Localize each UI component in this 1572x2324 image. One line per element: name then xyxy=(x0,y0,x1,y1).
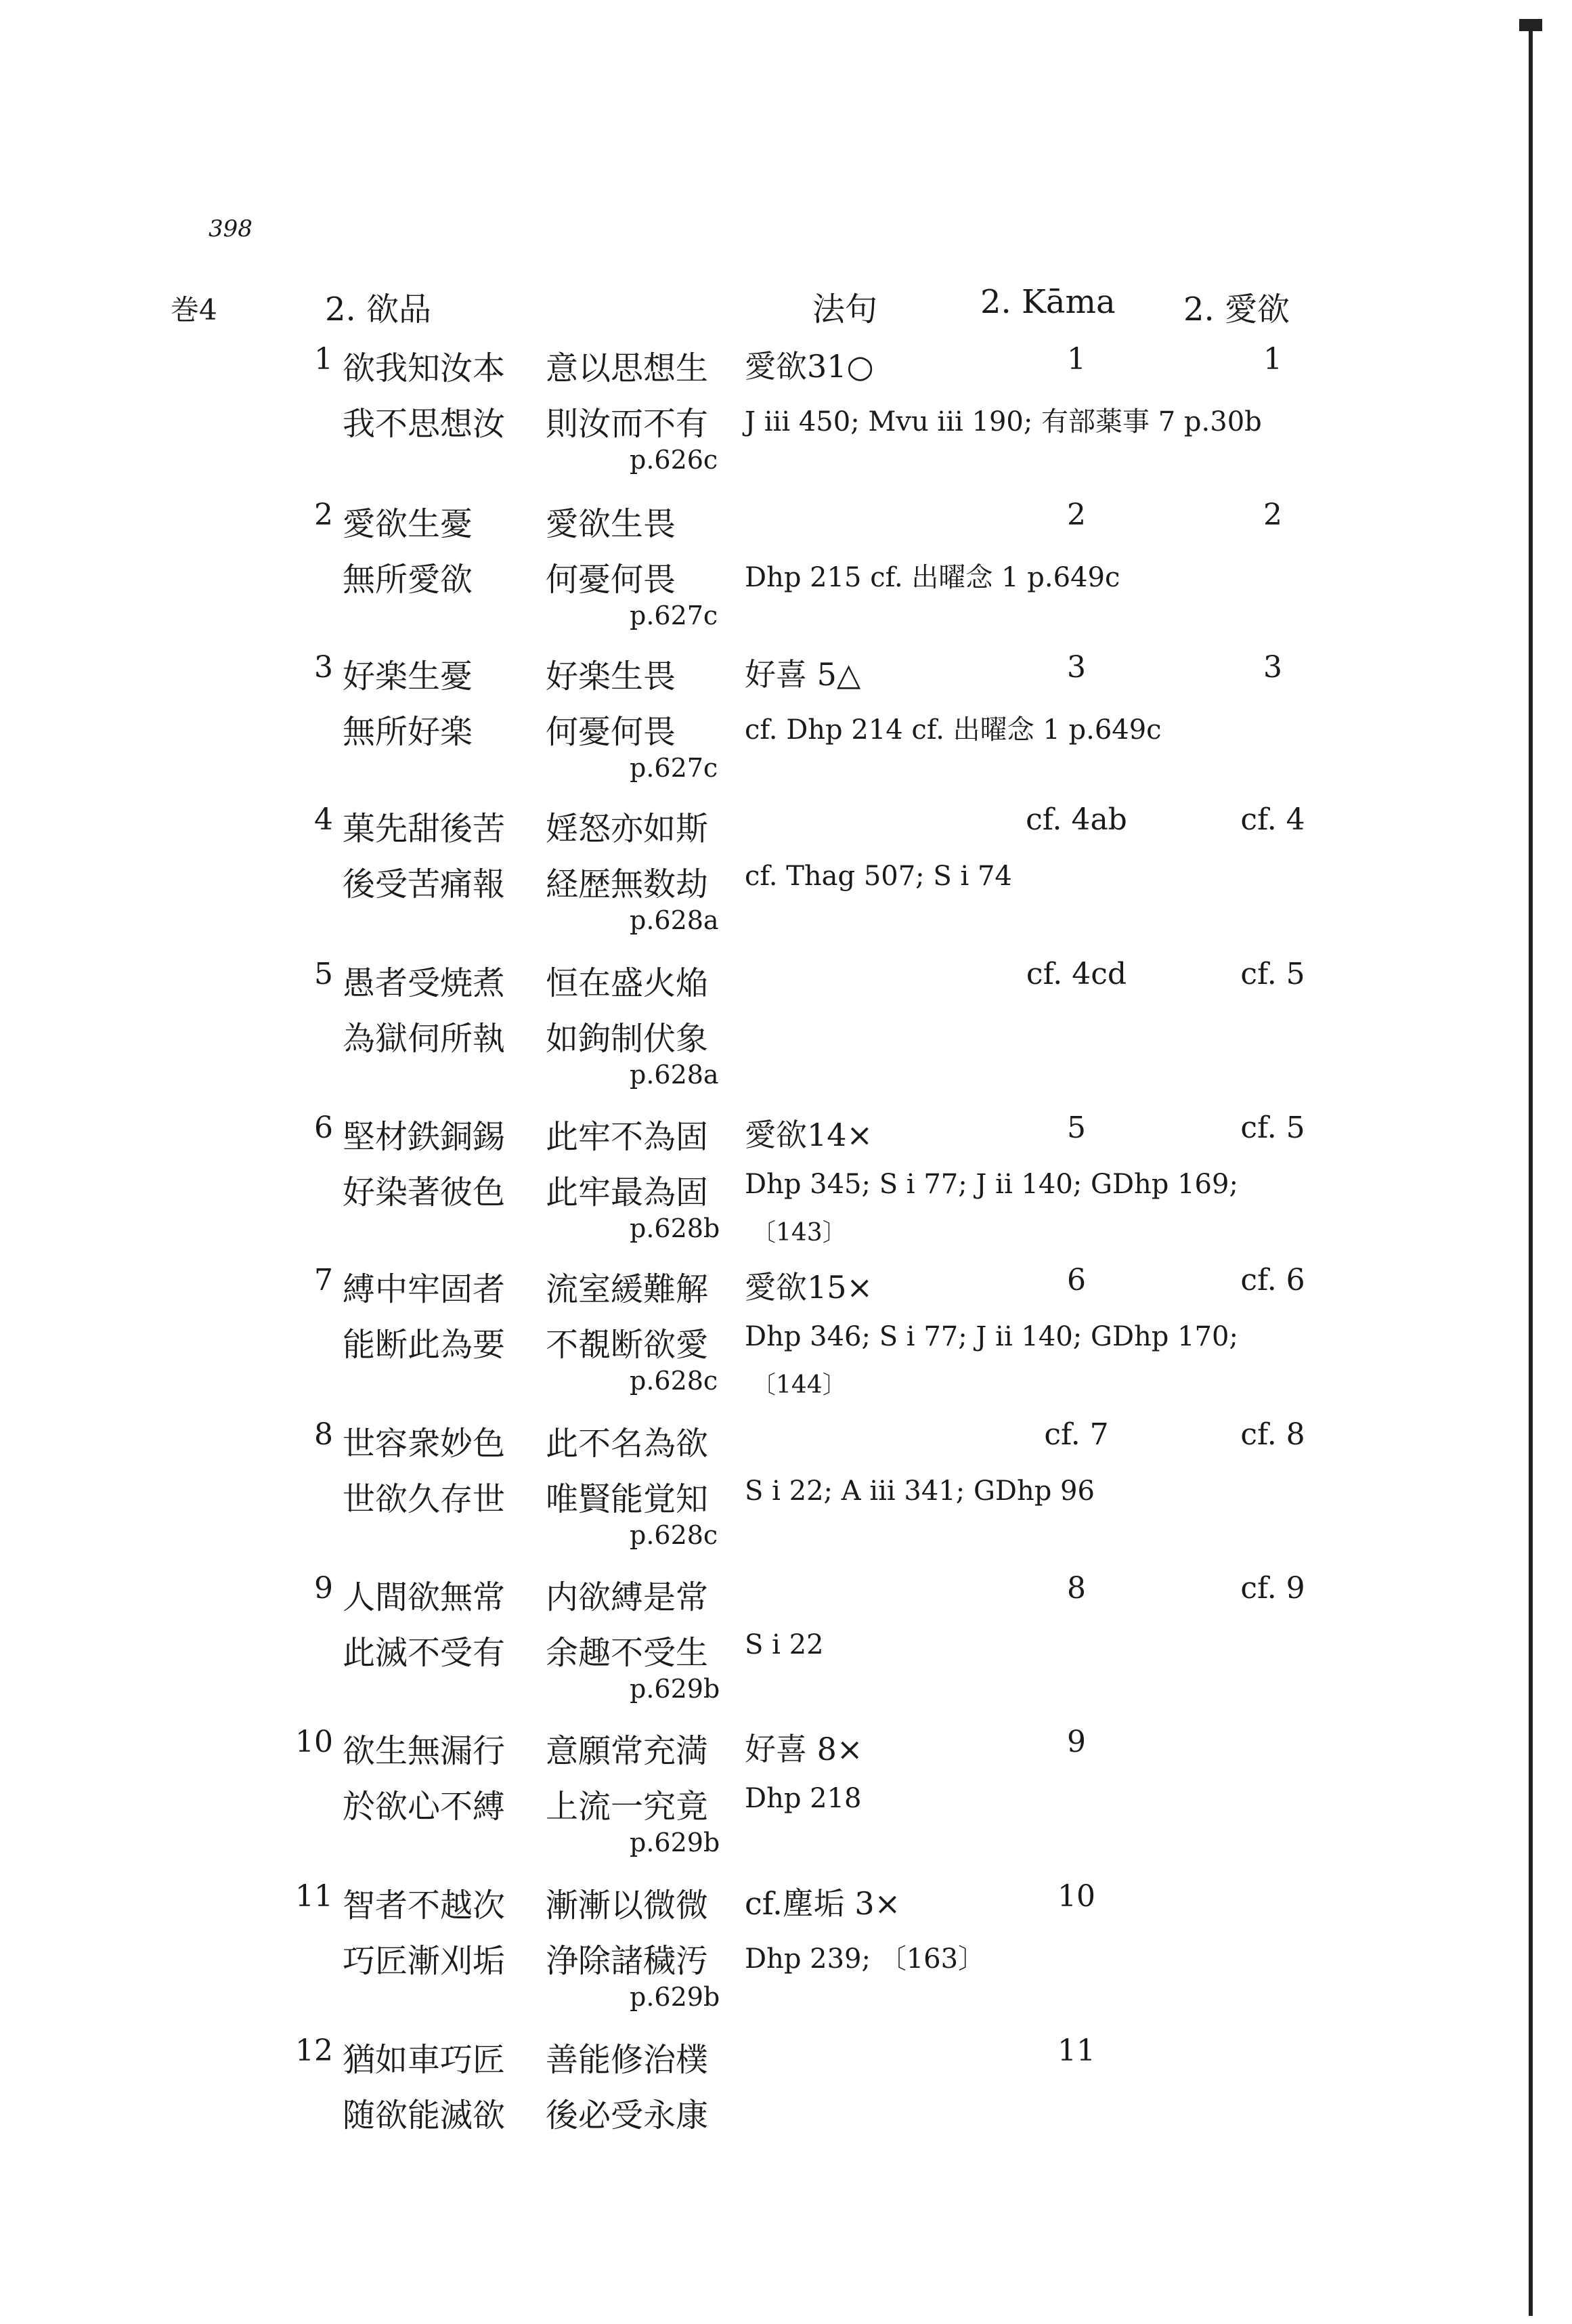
cross-references: S i 22; A iii 341; GDhp 96 xyxy=(745,1476,1095,1507)
verse-number: 3 xyxy=(314,650,333,685)
verse-line-a1: 智者不越次 xyxy=(343,1887,506,1924)
page-number: 398 xyxy=(209,215,253,242)
verse-line-b2: 何憂何畏 xyxy=(546,713,676,751)
taisho-page-ref: p.628b xyxy=(630,1213,720,1243)
kama-number: 11 xyxy=(1057,2034,1095,2068)
verse-number: 4 xyxy=(314,802,333,837)
verse-line-a1: 世容衆妙色 xyxy=(343,1425,506,1463)
taisho-page-ref: p.626c xyxy=(630,445,718,475)
verse-line-b1: 婬怒亦如斯 xyxy=(546,810,709,848)
cross-references: cf. Dhp 214 cf. 出曜念 1 p.649c xyxy=(745,714,1162,746)
taisho-page-ref: p.628c xyxy=(630,1366,718,1396)
kama-number: 10 xyxy=(1057,1879,1095,1914)
verse-line-a1: 猶如車巧匠 xyxy=(343,2041,506,2079)
parallel-ref: 好喜 8× xyxy=(745,1731,863,1767)
verse-number: 7 xyxy=(314,1263,333,1297)
taisho-page-ref: p.628a xyxy=(630,905,719,935)
verse-row xyxy=(0,957,1572,1111)
aiyoku-number: cf. 4 xyxy=(1240,802,1305,837)
verse-line-a1: 愛欲生憂 xyxy=(343,505,473,543)
verse-line-a2: 於欲心不縛 xyxy=(343,1788,506,1826)
cross-references: Dhp 215 cf. 出曜念 1 p.649c xyxy=(745,562,1120,593)
aiyoku-number: cf. 5 xyxy=(1240,957,1305,991)
cross-references: Dhp 346; S i 77; J ii 140; GDhp 170; xyxy=(745,1321,1238,1352)
verse-row xyxy=(0,650,1572,804)
kama-number: 8 xyxy=(1067,1571,1086,1606)
verse-row xyxy=(0,498,1572,652)
verse-line-b2: 経歴無数劫 xyxy=(546,865,709,903)
verse-row xyxy=(0,342,1572,496)
cross-references: Dhp 218 xyxy=(745,1783,862,1814)
verse-line-b1: 内欲縛是常 xyxy=(546,1578,709,1616)
verse-line-b2: 唯賢能覚知 xyxy=(546,1480,709,1518)
bracket-note: 〔144〕 xyxy=(751,1371,847,1399)
verse-line-b1: 此不名為欲 xyxy=(546,1425,709,1463)
taisho-page-ref: p.628a xyxy=(630,1060,719,1090)
kama-number: cf. 4cd xyxy=(1026,957,1127,991)
verse-row xyxy=(0,802,1572,957)
volume-label: 巻4 xyxy=(171,293,217,326)
verse-line-b1: 恒在盛火焔 xyxy=(546,964,709,1002)
verse-line-a2: 此滅不受有 xyxy=(343,1634,506,1672)
chapter-heading: 2. 欲品 xyxy=(325,290,432,328)
verse-line-a1: 菓先甜後苦 xyxy=(343,810,506,848)
cross-references: Dhp 345; S i 77; J ii 140; GDhp 169; xyxy=(745,1169,1238,1200)
verse-line-a1: 人間欲無常 xyxy=(343,1578,506,1616)
verse-line-a2: 為獄伺所執 xyxy=(343,1020,506,1058)
verse-line-b1: 愛欲生畏 xyxy=(546,505,676,543)
verse-row xyxy=(0,1263,1572,1417)
taisho-page-ref: p.629b xyxy=(630,1828,720,1857)
verse-number: 6 xyxy=(314,1111,333,1145)
verse-line-b2: 何憂何畏 xyxy=(546,561,676,599)
parallel-ref: 好喜 5△ xyxy=(745,656,861,693)
parallel-ref: 愛欲14× xyxy=(745,1117,873,1153)
verse-line-b1: 流室緩難解 xyxy=(546,1270,709,1308)
taisho-page-ref: p.628c xyxy=(630,1520,718,1550)
verse-line-a2: 世欲久存世 xyxy=(343,1480,506,1518)
kama-number: 2 xyxy=(1067,498,1086,532)
verse-line-a2: 無所好楽 xyxy=(343,713,473,751)
verse-line-a2: 巧匠漸刈垢 xyxy=(343,1942,506,1980)
verse-row xyxy=(0,1725,1572,1879)
cross-references: Dhp 239; 〔163〕 xyxy=(745,1943,986,1975)
verse-line-b2: 浄除諸穢汚 xyxy=(546,1942,709,1980)
aiyoku-heading: 2. 愛欲 xyxy=(1183,290,1290,328)
verse-line-b1: 意以思想生 xyxy=(546,349,709,387)
verse-number: 1 xyxy=(314,342,333,376)
verse-line-b1: 漸漸以微微 xyxy=(546,1887,709,1924)
verse-line-b2: 不覩断欲愛 xyxy=(546,1326,709,1364)
verse-line-b2: 上流一究竟 xyxy=(546,1788,709,1826)
verse-line-b1: 此牢不為固 xyxy=(546,1118,709,1156)
verse-line-b1: 善能修治樸 xyxy=(546,2041,709,2079)
verse-line-b1: 好楽生畏 xyxy=(546,658,676,695)
verse-line-a1: 好楽生憂 xyxy=(343,658,473,695)
verse-line-a2: 能断此為要 xyxy=(343,1326,506,1364)
taisho-page-ref: p.627c xyxy=(630,753,718,783)
cross-references: J iii 450; Mvu iii 190; 有部薬事 7 p.30b xyxy=(745,406,1262,437)
fakku-heading: 法句 xyxy=(812,290,878,328)
verse-line-a1: 縛中牢固者 xyxy=(343,1270,506,1308)
verse-line-a2: 我不思想汝 xyxy=(343,405,506,443)
kama-number: cf. 4ab xyxy=(1026,802,1127,837)
verse-line-a2: 好染著彼色 xyxy=(343,1174,506,1211)
kama-number: cf. 7 xyxy=(1044,1417,1109,1452)
parallel-ref: cf.塵垢 3× xyxy=(745,1885,901,1922)
verse-row xyxy=(0,1879,1572,2034)
aiyoku-number: cf. 6 xyxy=(1240,1263,1305,1297)
aiyoku-number: cf. 5 xyxy=(1240,1111,1305,1145)
verse-line-b2: 此牢最為固 xyxy=(546,1174,709,1211)
verse-line-b2: 如鉤制伏象 xyxy=(546,1020,709,1058)
verse-number: 9 xyxy=(314,1571,333,1606)
verse-row xyxy=(0,1571,1572,1725)
verse-number: 2 xyxy=(314,498,333,532)
aiyoku-number: 3 xyxy=(1263,650,1282,685)
verse-line-a2: 無所愛欲 xyxy=(343,561,473,599)
taisho-page-ref: p.627c xyxy=(630,601,718,630)
verse-line-b2: 後必受永康 xyxy=(546,2096,709,2134)
parallel-ref: 愛欲31○ xyxy=(745,348,874,385)
aiyoku-number: cf. 9 xyxy=(1240,1571,1305,1606)
kama-number: 5 xyxy=(1067,1111,1086,1145)
verse-number: 10 xyxy=(295,1725,333,1759)
verse-row xyxy=(0,1111,1572,1265)
verse-line-a1: 欲生無漏行 xyxy=(343,1732,506,1770)
bracket-note: 〔143〕 xyxy=(751,1219,847,1247)
taisho-page-ref: p.629b xyxy=(630,1674,720,1704)
verse-line-a2: 随欲能滅欲 xyxy=(343,2096,506,2134)
aiyoku-number: cf. 8 xyxy=(1240,1417,1305,1452)
cross-references: cf. Thag 507; S i 74 xyxy=(745,861,1012,892)
verse-line-b2: 則汝而不有 xyxy=(546,405,709,443)
verse-line-a1: 堅材鉄銅錫 xyxy=(343,1118,506,1156)
aiyoku-number: 1 xyxy=(1263,342,1282,376)
aiyoku-number: 2 xyxy=(1263,498,1282,532)
kama-number: 1 xyxy=(1067,342,1086,376)
verse-number: 12 xyxy=(295,2034,333,2068)
cross-references: S i 22 xyxy=(745,1629,824,1660)
verse-line-a1: 欲我知汝本 xyxy=(343,349,506,387)
kama-number: 3 xyxy=(1067,650,1086,685)
verse-number: 11 xyxy=(295,1879,333,1914)
verse-line-b2: 余趣不受生 xyxy=(546,1634,709,1672)
taisho-page-ref: p.629b xyxy=(630,1982,720,2012)
kama-number: 9 xyxy=(1067,1725,1086,1759)
verse-row xyxy=(0,2034,1572,2188)
kama-number: 6 xyxy=(1067,1263,1086,1297)
verse-number: 5 xyxy=(314,957,333,991)
verse-number: 8 xyxy=(314,1417,333,1452)
verse-row xyxy=(0,1417,1572,1572)
verse-line-b1: 意願常充満 xyxy=(546,1732,709,1770)
kama-heading: 2. Kāma xyxy=(980,283,1116,321)
parallel-ref: 愛欲15× xyxy=(745,1269,873,1306)
verse-line-a2: 後受苦痛報 xyxy=(343,865,506,903)
verse-line-a1: 愚者受焼煮 xyxy=(343,964,506,1002)
